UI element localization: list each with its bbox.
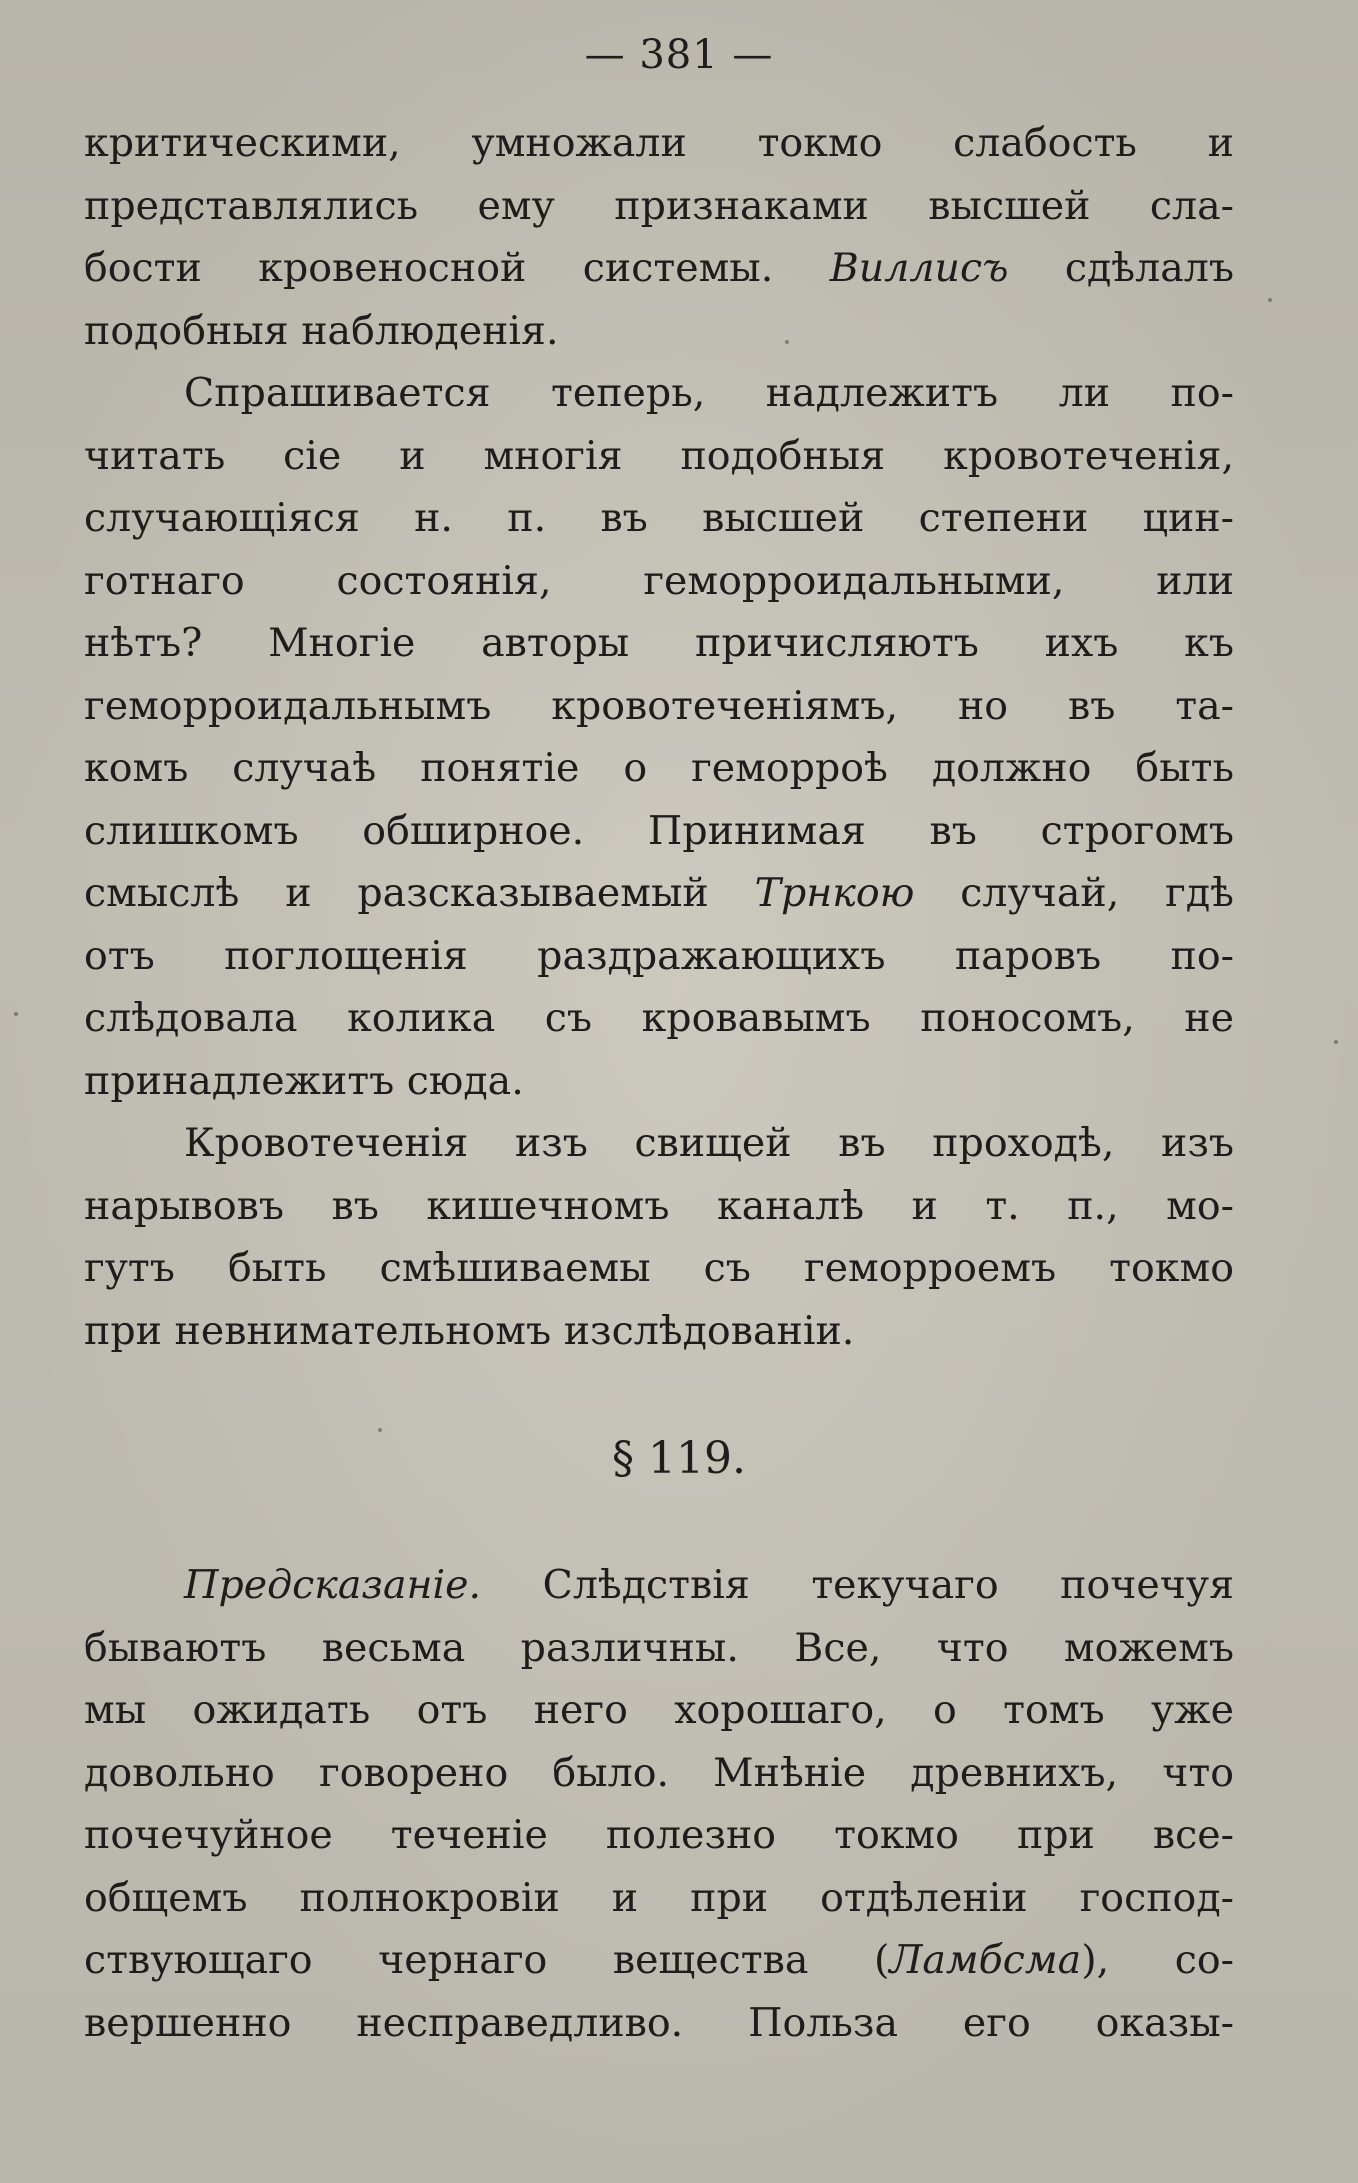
text-line: общемъ полнокровіи и при отдѣленіи господ- — [84, 1874, 1234, 1921]
text-line: читать сіе и многія подобныя кровотеченія, — [84, 432, 1234, 479]
text-line: слишкомъ обширное. Принимая въ строгомъ — [84, 807, 1234, 854]
paper-speck — [785, 340, 789, 344]
text-line: мы ожидать отъ него хорошаго, о томъ уже — [84, 1687, 1234, 1733]
text-line: довольно говорено было. Мнѣніе древнихъ, что — [84, 1749, 1234, 1796]
text-line: гутъ быть смѣшиваемы съ геморроемъ токмо — [84, 1245, 1234, 1291]
paragraph-fistulas — [84, 1112, 1234, 1362]
text-line: почечуйное теченіе полезно токмо при все- — [84, 1812, 1234, 1858]
paragraph-continuation — [84, 112, 1234, 362]
text-line: принадлежитъ сюда. — [84, 1057, 524, 1104]
text-line: при невнимательномъ изслѣдованіи. — [84, 1307, 855, 1354]
text-line: геморроидальнымъ кровотеченіямъ, но въ та- — [84, 682, 1234, 729]
paper-speck — [378, 1428, 382, 1432]
paragraph-question — [84, 362, 1234, 1112]
text-line: комъ случаѣ понятіе о геморроѣ должно быть — [84, 745, 1234, 791]
text-line: нарывовъ въ кишечномъ каналѣ и т. п., мо- — [84, 1182, 1234, 1229]
text-line: нѣтъ? Многіе авторы причисляютъ ихъ къ — [84, 620, 1234, 666]
text-line: смыслѣ и разсказываемый Трнкою случай, гдѣ — [84, 870, 1234, 916]
text-line: случающіяся н. п. въ высшей степени цин- — [84, 495, 1234, 541]
text-line: отъ поглощенія раздражающихъ паровъ по- — [84, 932, 1234, 979]
paper-speck — [14, 1012, 18, 1016]
page-number-header: — 381 — — [584, 32, 774, 78]
text-line: представлялись ему признаками высшей сла- — [84, 182, 1234, 229]
paragraph-prognosis — [84, 1554, 1234, 2054]
text-line: критическими, умножали токмо слабость и — [84, 120, 1234, 166]
text-line: Кровотеченія изъ свищей въ проходѣ, изъ — [184, 1120, 1234, 1166]
paper-speck — [1334, 1040, 1338, 1044]
text-line: ствующаго чернаго вещества (Ламбсма), со- — [84, 1937, 1234, 1983]
text-line: Предсказаніе. Слѣдствія текучаго почечуя — [184, 1562, 1234, 1608]
text-line: вершенно несправедливо. Польза его оказы- — [84, 1999, 1234, 2046]
text-line: бываютъ весьма различны. Все, что можемъ — [84, 1624, 1234, 1671]
text-line: бости кровеносной системы. Виллисъ сдѣлалъ — [84, 245, 1234, 291]
paper-speck — [1268, 298, 1272, 302]
text-line: готнаго состоянія, геморроидальными, или — [84, 557, 1234, 604]
section-heading: § 119. — [612, 1433, 746, 1484]
text-line: подобныя наблюденія. — [84, 307, 559, 354]
text-line: слѣдовала колика съ кровавымъ поносомъ, не — [84, 995, 1234, 1041]
text-line: Спрашивается теперь, надлежитъ ли по- — [184, 370, 1234, 416]
